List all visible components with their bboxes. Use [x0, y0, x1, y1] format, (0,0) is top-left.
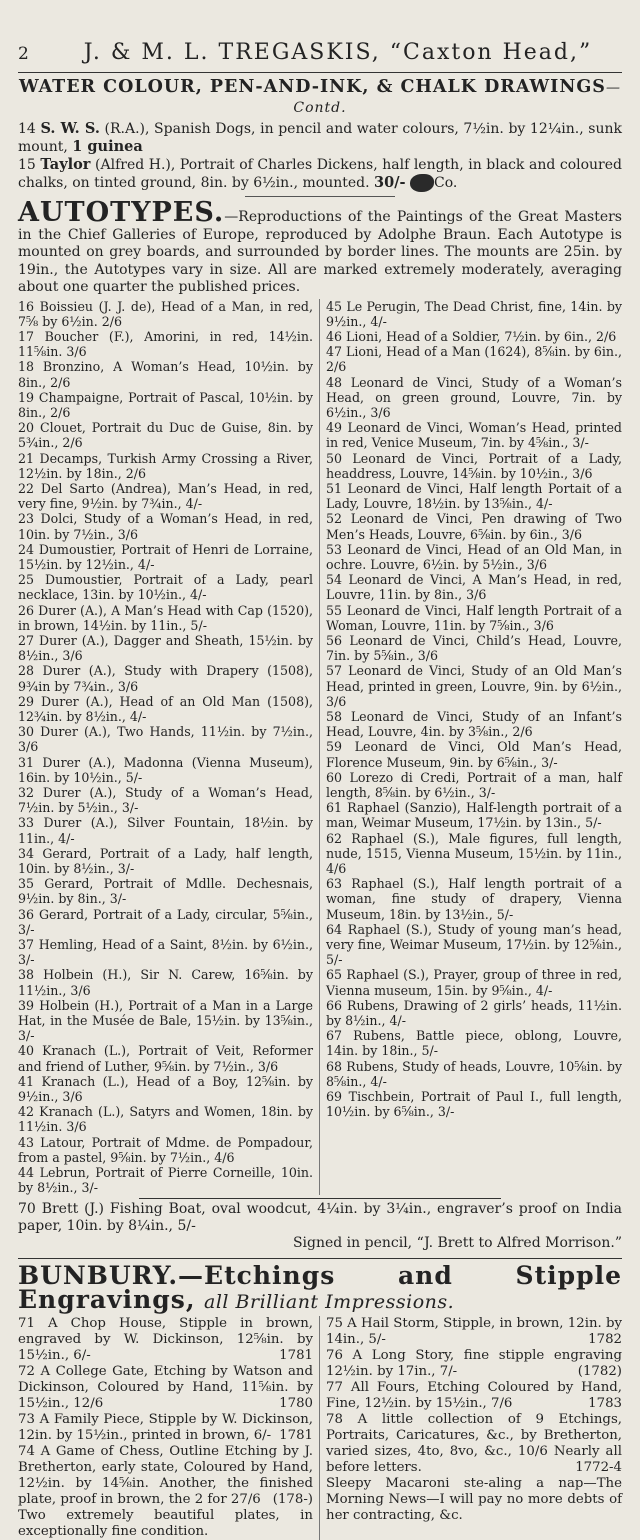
- catalogue-entry: 51 Leonard de Vinci, Half length Portait of a Lady, Louvre, 18½in. by 13⅝in., 4/-: [326, 480, 622, 512]
- bunbury-right-column: [320, 1316, 622, 1540]
- catalogue-entry: 53 Leonard de Vinci, Head of an Old Man, in ochre. Louvre, 6½in. by 5½in., 3/6: [326, 541, 622, 572]
- catalogue-entry: 52 Leonard de Vinci, Pen drawing of Two Men’s Heads, Louvre, 6⅝in. by 6in., 3/6: [326, 511, 622, 542]
- catalogue-entry: 20 Clouet, Portrait du Duc de Guise, 8in. by 5¾in., 2/6: [18, 420, 313, 451]
- entry-text: 73 A Family Piece, Stipple by W. Dickinson, 12in. by 15½in., printed in brown, 6/-: [18, 1412, 313, 1444]
- entry-text: 76 A Long Story, fine stipple engraving 12½in. by 17in., 7/-: [326, 1348, 622, 1380]
- catalogue-entry: 36 Gerard, Portrait of a Lady, circular, 5⅝in., 3/-: [18, 906, 313, 937]
- catalogue-entry: [18, 1364, 313, 1412]
- catalogue-entry: 31 Durer (A.), Madonna (Vienna Museum), 16in. by 10½in., 5/-: [18, 754, 313, 785]
- entry-text: 75 A Hail Storm, Stipple, in brown, 12in. by 14in., 5/-: [326, 1316, 622, 1348]
- entry-text: 71 A Chop House, Stipple in brown, engraved by W. Dickinson, 12⅝in. by 15½in., 6/-: [18, 1316, 313, 1364]
- catalogue-entry: 59 Leonard de Vinci, Old Man’s Head, Florence Museum, 9in. by 6⅝in., 3/-: [326, 739, 622, 770]
- divider: [139, 1198, 501, 1199]
- catalogue-entry: 30 Durer (A.), Two Hands, 11½in. by 7½in., 3/6: [18, 724, 313, 755]
- catalogue-entry: 19 Champaigne, Portrait of Pascal, 10½in. by 8in., 2/6: [18, 389, 313, 420]
- catalogue-entry: 65 Raphael (S.), Prayer, group of three in red, Vienna museum, 15in. by 9⅝in., 4/-: [326, 967, 622, 998]
- catalogue-entry: 29 Durer (A.), Head of an Old Man (1508), 12¾in. by 8½in., 4/-: [18, 693, 313, 724]
- catalogue-entry: 24 Dumoustier, Portrait of Henri de Lorraine, 15½in. by 12½in., 4/-: [18, 541, 313, 572]
- catalogue-entry: 35 Gerard, Portrait of Mdlle. Dechesnais, 9½in. by 8in., 3/-: [18, 876, 313, 907]
- catalogue-entry: [18, 1444, 313, 1508]
- autotypes-title: AUTOTYPES.: [18, 197, 225, 228]
- catalogue-entry: 26 Durer (A.), A Man’s Head with Cap (1520), in brown, 14½in. by 11in., 5/-: [18, 602, 313, 633]
- catalogue-entry: 16 Boissieu (J. J. de), Head of a Man, in red, 7⅝ by 6½in. 2/6: [18, 298, 313, 329]
- catalogue-entry: 22 Del Sarto (Andrea), Man’s Head, in red, very fine, 9½in. by 7¾in., 4/-: [18, 480, 313, 512]
- catalogue-entry: 39 Holbein (H.), Portrait of a Man in a Large Hat, in the Musée de Bale, 15½in. by 13⅝in., 3/-: [18, 997, 313, 1044]
- entry-text: 78 A little collection of 9 Etchings, Portraits, Caricatures, &c., by Bretherton, varied sizes, 4to, 8vo, &c., 10/6 Nearly all before letters.: [326, 1412, 622, 1476]
- header-rule: [18, 72, 622, 73]
- catalogue-entry: 64 Raphael (S.), Study of young man’s head, very fine, Weimar Museum, 17½in. by 12⅝in., 5/-: [326, 921, 622, 968]
- catalogue-entry: 60 Lorezo di Credi, Portrait of a man, half length, 8⅝in. by 6½in., 3/-: [326, 769, 622, 800]
- entry-15: 15 Taylor (Alfred H.), Portrait of Charles Dickens, half length, in black and coloured chalks, on tinted ground, 8in. by 6½in., mounted. 30/- Co.: [18, 156, 622, 191]
- entry-70: 70 Brett (J.) Fishing Boat, oval woodcut, 4¼in. by 3¼in., engraver’s proof on India paper, 10in. by 8¼in., 5/-: [18, 1201, 622, 1235]
- catalogue-entry: [326, 1316, 622, 1348]
- entry-text: Two extremely beautiful plates, in exceptionally fine condition.: [18, 1508, 313, 1540]
- autotypes-right-column: [320, 299, 622, 1196]
- entry-text: 72 A College Gate, Etching by Watson and Dickinson, Coloured by Hand, 11⅝in. by 15½in., 12/6: [18, 1364, 313, 1412]
- entry-year: 1782: [588, 1332, 622, 1348]
- catalogue-entry: 42 Kranach (L.), Satyrs and Women, 18in. by 11½in. 3/6: [18, 1104, 313, 1135]
- section-title-drawings: WATER COLOUR, PEN-AND-INK, & CHALK DRAWINGS—Contd.: [19, 77, 621, 116]
- entry-year: (178-): [272, 1492, 313, 1508]
- catalogue-entry: 49 Leonard de Vinci, Woman’s Head, printed in red, Venice Museum, 7in. by 4⅝in., 3/-: [326, 420, 622, 451]
- catalogue-entry: 58 Leonard de Vinci, Study of an Infant’s Head, Louvre, 4in. by 3⅝in., 2/6: [326, 708, 622, 740]
- ink-blot-icon: [410, 174, 434, 192]
- catalogue-entry: 25 Dumoustier, Portrait of a Lady, pearl necklace, 13in. by 10½in., 4/-: [18, 572, 313, 603]
- catalogue-entry: [326, 1412, 622, 1476]
- catalogue-entry: 40 Kranach (L.), Portrait of Veit, Reformer and friend of Luther, 9⅝in. by 7½in., 3/6: [18, 1043, 313, 1074]
- catalogue-entry: 32 Durer (A.), Study of a Woman’s Head, 7½in. by 5½in., 3/-: [18, 785, 313, 816]
- catalogue-entry: 38 Holbein (H.), Sir N. Carew, 16⅝in. by 11½in., 3/6: [18, 967, 313, 998]
- catalogue-entry: 62 Raphael (S.), Male figures, full length, nude, 1515, Vienna Museum, 15½in. by 11in., 4/6: [326, 830, 622, 877]
- catalogue-entry: 34 Gerard, Portrait of a Lady, half length, 10in. by 8½in., 3/-: [18, 845, 313, 877]
- catalogue-entry: 46 Lioni, Head of a Soldier, 7½in. by 6in., 2/6: [326, 328, 617, 344]
- catalogue-entry: 61 Raphael (Sanzio), Half-length portrait of a man, Weimar Museum, 17½in. by 13in., 5/-: [326, 800, 622, 831]
- entry-year: 1772-4: [575, 1460, 622, 1476]
- running-title: J. & M. L. TREGASKIS, “Caxton Head,”: [83, 40, 593, 65]
- catalogue-entry: [18, 1508, 313, 1540]
- entry-year: 1781: [279, 1348, 313, 1364]
- autotypes-columns: [18, 299, 622, 1196]
- catalogue-entry: 23 Dolci, Study of a Woman’s Head, in red, 10in. by 7½in., 3/6: [18, 511, 313, 542]
- catalogue-entry: 47 Lioni, Head of a Man (1624), 8⅝in. by 6in., 2/6: [326, 344, 623, 375]
- catalogue-entry: 55 Leonard de Vinci, Half length Portrait of a Woman, Louvre, 11in. by 7⅝in., 3/6: [326, 602, 622, 633]
- catalogue-entry: 50 Leonard de Vinci, Portrait of a Lady, headdress, Louvre, 14⅝in. by 10½in., 3/6: [326, 450, 622, 481]
- autotypes-left-column: [18, 299, 320, 1196]
- catalogue-entry: 17 Boucher (F.), Amorini, in red, 14½in. 11⅝in. 3/6: [18, 328, 313, 360]
- catalogue-entry: 43 Latour, Portrait of Mdme. de Pompadour, from a pastel, 9⅝in. by 7½in., 4/6: [18, 1134, 313, 1165]
- catalogue-entry: 27 Durer (A.), Dagger and Sheath, 15½in. by 8½in., 3/6: [18, 632, 313, 664]
- catalogue-entry: [18, 1316, 313, 1364]
- catalogue-entry: 63 Raphael (S.), Half length portrait of a woman, fine study of drapery, Vienna Museum, 18in. by 13½in., 5/-: [326, 876, 622, 922]
- entry-text: 74 A Game of Chess, Outline Etching by J. Bretherton, early state, Coloured by Hand, 12½in. by 14⅝in. Another, the finished plate, proof in brown, the 2 for 27/6: [18, 1444, 313, 1508]
- bunbury-left-column: [18, 1316, 320, 1540]
- page-number: 2: [18, 44, 29, 64]
- catalogue-entry: 45 Le Perugin, The Dead Christ, fine, 14in. by 9½in., 4/-: [326, 298, 622, 329]
- catalogue-entry: [18, 1412, 313, 1444]
- bunbury-title: BUNBURY.—Etchings and Stipple Engravings, all Brilliant Impressions.: [18, 1261, 622, 1315]
- catalogue-entry: 48 Leonard de Vinci, Study of a Woman’s Head, on green ground, Louvre, 7in. by 6½in., 3/6: [326, 374, 622, 420]
- catalogue-entry: 66 Rubens, Drawing of 2 girls’ heads, 11½in. by 8½in., 4/-: [326, 997, 622, 1029]
- entry-14: 14 S. W. S. (R.A.), Spanish Dogs, in pencil and water colours, 7½in. by 12¼in., sunk mount, 1 guinea: [18, 120, 623, 155]
- catalogue-entry: 33 Durer (A.), Silver Fountain, 18½in. by 11in., 4/-: [18, 815, 313, 846]
- catalogue-entry: 28 Durer (A.), Study with Drapery (1508), 9¾in by 7¾in., 3/6: [18, 663, 313, 694]
- catalogue-entry: [326, 1348, 622, 1380]
- entry-year: (1782): [577, 1364, 622, 1380]
- entry-text: 77 All Fours, Etching Coloured by Hand, Fine, 12½in. by 15½in., 7/6: [326, 1380, 622, 1412]
- catalogue-entry: [326, 1476, 622, 1524]
- catalogue-entry: 21 Decamps, Turkish Army Crossing a River, 12½in. by 18in., 2/6: [18, 450, 313, 481]
- bunbury-columns: [18, 1316, 622, 1540]
- catalogue-entry: 41 Kranach (L.), Head of a Boy, 12⅝in. by 9½in., 3/6: [18, 1073, 313, 1105]
- entry-text: Sleepy Macaroni ste-aling a nap—The Morning News—I will pay no more debts of her contracting, &c.: [326, 1476, 622, 1524]
- divider: [245, 196, 395, 197]
- catalogue-entry: [326, 1380, 622, 1412]
- catalogue-entry: 57 Leonard de Vinci, Study of an Old Man’s Head, printed in green, Louvre, 9in. by 6½in., 3/6: [326, 663, 622, 709]
- entry-year: 1783: [588, 1396, 622, 1412]
- entry-year: 1780: [279, 1396, 313, 1412]
- catalogue-entry: 56 Leonard de Vinci, Child’s Head, Louvre, 7in. by 5⅝in., 3/6: [326, 632, 622, 664]
- catalogue-entry: 68 Rubens, Study of heads, Louvre, 10⅝in. by 8⅝in., 4/-: [326, 1058, 622, 1089]
- catalogue-entry: 67 Rubens, Battle piece, oblong, Louvre, 14in. by 18in., 5/-: [326, 1028, 622, 1059]
- catalogue-entry: 69 Tischbein, Portrait of Paul I., full length, 10½in. by 6⅝in., 3/-: [326, 1089, 622, 1120]
- running-head: [18, 0, 622, 66]
- catalogue-entry: 18 Bronzino, A Woman’s Head, 10½in. by 8in., 2/6: [18, 359, 313, 390]
- catalogue-entry: 44 Lebrun, Portrait of Pierre Corneille, 10in. by 8½in., 3/-: [18, 1165, 313, 1196]
- divider: [18, 1258, 622, 1259]
- autotypes-intro: AUTOTYPES.—Reproductions of the Paintings of the Great Masters in the Chief Galleries of Europe, reproduced by Adolphe Braun. Each Autotype is mounted on grey boards, and surrounded by border lines. The mounts are 25in. by 19in., the Autotypes vary in size. All are marked extremely moderately, averaging about one quarter the published prices.: [18, 197, 622, 295]
- catalogue-entry: 54 Leonard de Vinci, A Man’s Head, in red, Louvre, 11in. by 8in., 3/6: [326, 572, 622, 603]
- entry-70-signed: Signed in pencil, “J. Brett to Alfred Morrison.”: [292, 1235, 622, 1252]
- catalogue-entry: 37 Hemling, Head of a Saint, 8½in. by 6½in., 3/-: [18, 937, 313, 968]
- entry-year: 1781: [279, 1428, 313, 1444]
